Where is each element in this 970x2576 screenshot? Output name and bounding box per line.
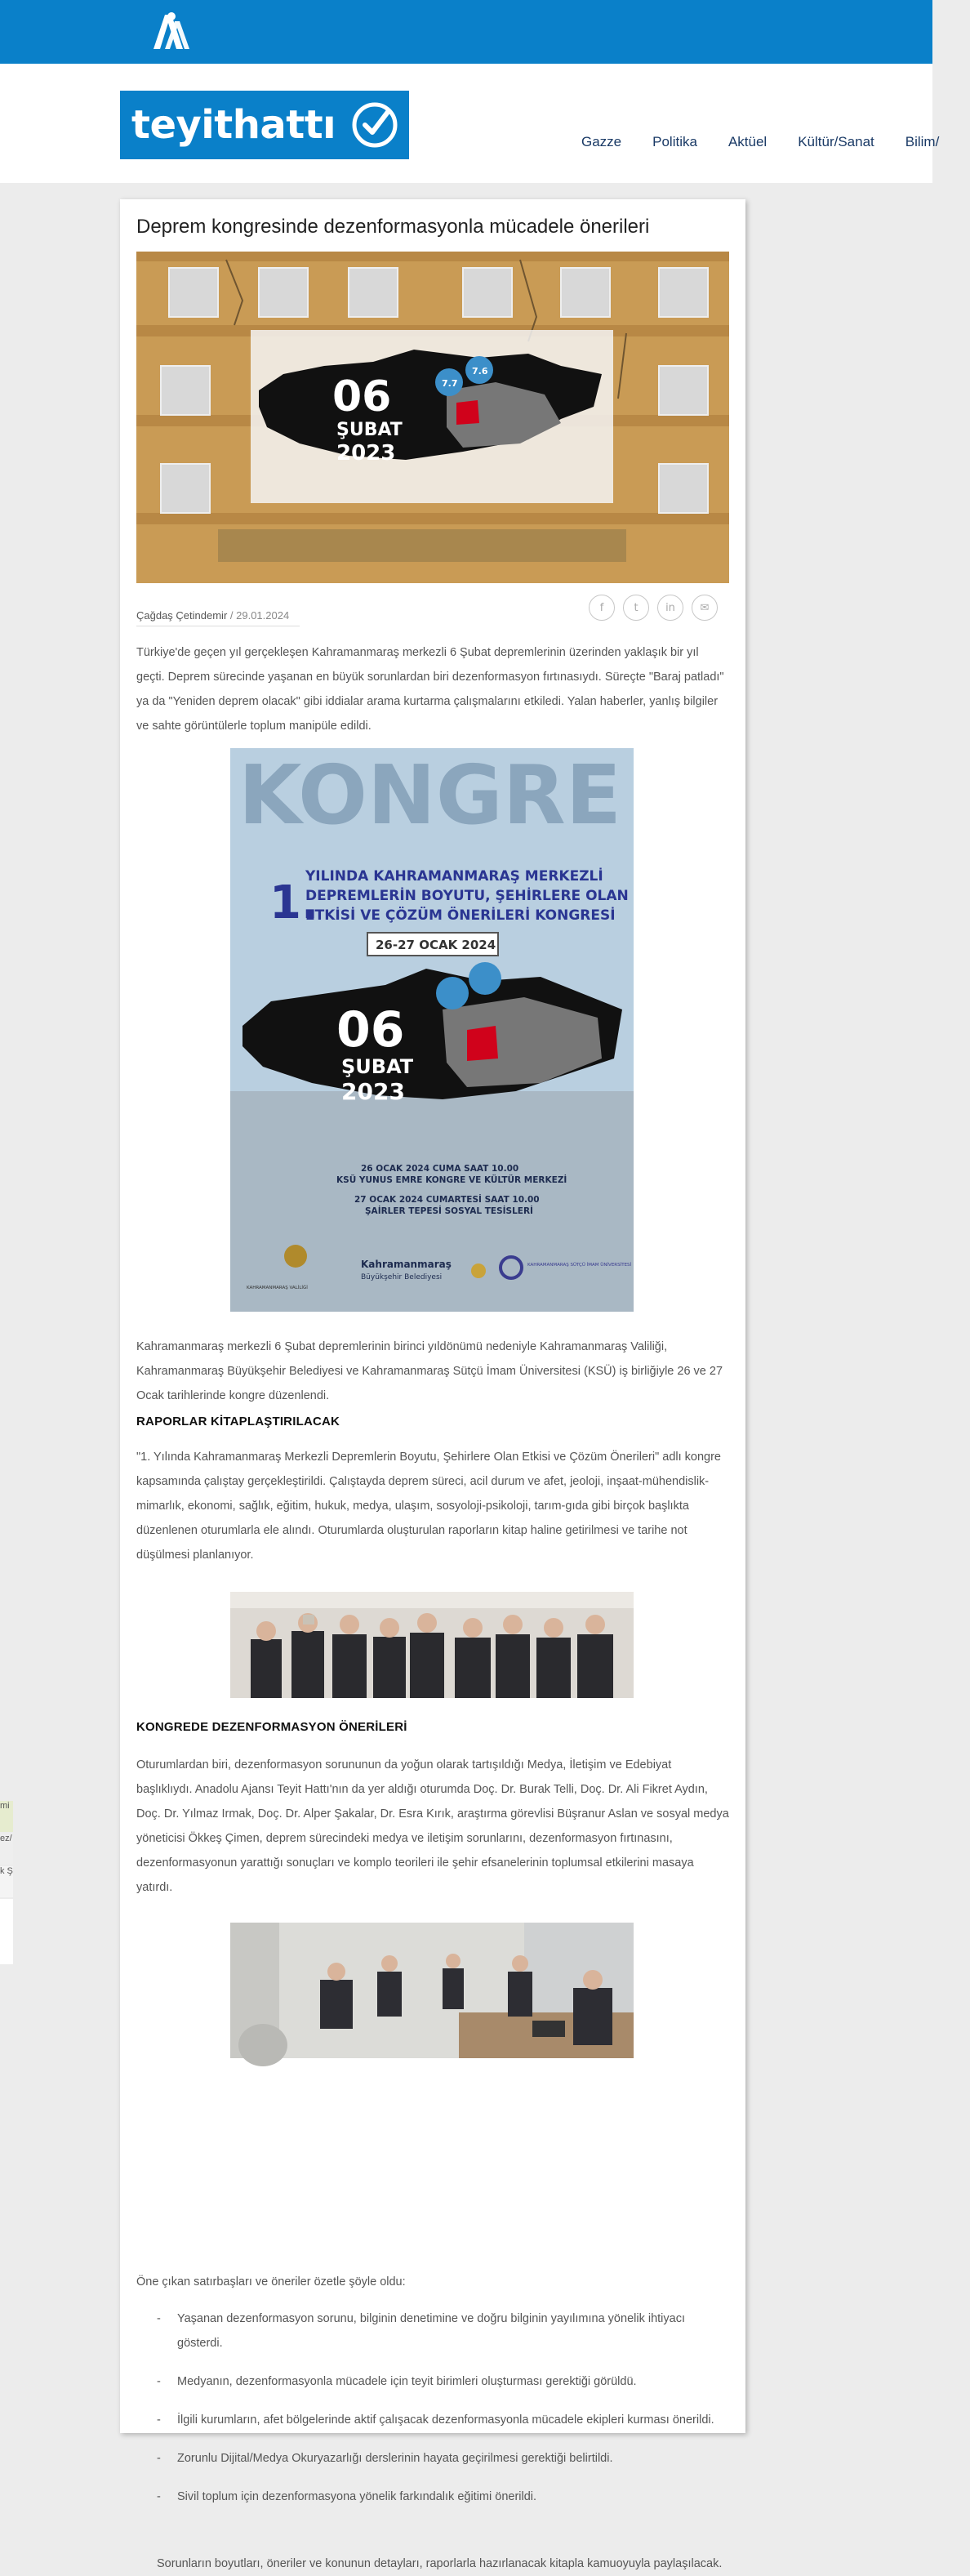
side-item[interactable]: k Ş <box>0 1866 13 1897</box>
paragraph-congress: Kahramanmaraş merkezli 6 Şubat depremlerinin birinci yıldönümü nedeniyle Kahramanmaraş Valiliği, Kahramanmaraş Büyükşehir Belediyesi ve Kahramanmaraş Sütçü İmam Üniversitesi (KSÜ) iş birliğiyle 26 ve 27 Ocak tarihlerinde kongre düzenlendi. <box>136 1340 723 1402</box>
recommendations-list <box>136 2306 729 2523</box>
article-card <box>120 199 745 2570</box>
nav-item-bilim[interactable]: Bilim/ <box>905 134 940 149</box>
poster-event-2b: ŞAİRLER TEPESİ SOSYAL TESİSLERİ <box>365 1206 533 1216</box>
list-item: - İlgili kurumların, afet bölgelerinde aktif çalışacak dezenformasyonla mücadele ekipleri kurması önerildi. <box>136 2408 729 2432</box>
nav-item-aktuel[interactable]: Aktüel <box>728 134 768 149</box>
poster-logo-2b: Büyükşehir Belediyesi <box>361 1273 443 1281</box>
hero-date-month: ŞUBAT <box>336 420 403 440</box>
top-bar <box>0 0 932 64</box>
linkedin-icon[interactable]: in <box>657 595 683 621</box>
section-heading-reports: RAPORLAR KİTAPLAŞTIRILACAK <box>136 1415 340 1428</box>
session-photo-illustration <box>230 1923 634 2058</box>
poster-event-2a: 27 OCAK 2024 CUMARTESİ SAAT 10.00 <box>354 1195 540 1205</box>
brand-name: teyithattı <box>131 102 336 148</box>
poster-date-big: 06 <box>336 1001 405 1058</box>
share-buttons <box>589 595 718 621</box>
list-item: - Medyanın, dezenformasyonla mücadele için teyit birimleri oluşturması gerektiği görüldü. <box>136 2369 729 2394</box>
poster-line-1: YILINDA KAHRAMANMARAŞ MERKEZLİ <box>305 868 603 885</box>
publish-date: / 29.01.2024 <box>227 609 290 622</box>
poster-line-2: DEPREMLERİN BOYUTU, ŞEHİRLERE OLAN <box>305 888 629 904</box>
poster-number: 1. <box>269 876 319 929</box>
poster-date-month: ŞUBAT <box>341 1055 414 1078</box>
side-item[interactable]: ez/ <box>0 1834 13 1865</box>
group-photo <box>230 1592 634 1698</box>
poster-event-1a: 26 OCAK 2024 CUMA SAAT 10.00 <box>361 1164 519 1174</box>
paragraph-workshop: "1. Yılında Kahramanmaraş Merkezli Depremlerin Boyutu, Şehirlere Olan Etkisi ve Çözüm Önerileri" adlı kongre kapsamında çalıştay gerçekleştirildi. Çalıştayda deprem süreci, acil durum ve afet, jeoloji, inşaat-mühendislik-mimarlık, ekonomi, sağlık, eğitim, hukuk, medya, ulaşım, sosyoloji-psikoloji, tarım-gıda gibi birçok başlıkta düzenlenen oturumlarla ele alındı. Oturumlarda oluşturulan raporların kitap haline getirilmesi ve tarihe not düşülmesi planlanıyor. <box>136 1451 721 1562</box>
poster-logo-3: KAHRAMANMARAŞ SÜTÇÜ İMAM ÜNİVERSİTESİ <box>527 1263 632 1268</box>
hero-pin-1: 7.7 <box>442 378 458 389</box>
paragraph-session: Oturumlardan biri, dezenformasyon sorununun da yoğun olarak tartışıldığı Medya, İletişim ve Edebiyat başlıklıydı. Anadolu Ajansı Teyit Hattı'nın da yer aldığı oturumda Doç. Dr. Burak Telli, Doç. Dr. Ali Fikret Aydın, Doç. Dr. Yılmaz Irmak, Doç. Dr. Alper Şakalar, Dr. Esra Kırık, araştırma görevlisi Büşranur Aslan ve sosyal medya yöneticisi Ökkeş Çimen, deprem sürecindeki medya ve iletişim sorunlarını, dezenformasyon fırtınasını, dezenformasyonun yarattığı sonuçları ve komplo teorileri ile şehir efsanelerinin toplumsal etkilerini masaya yatırdı. <box>136 1758 729 1894</box>
twitter-icon[interactable]: t <box>623 595 649 621</box>
poster-logo-2a: Kahramanmaraş <box>361 1259 452 1270</box>
hero-pin-2: 7.6 <box>472 366 488 377</box>
brand-logo[interactable] <box>120 91 409 159</box>
nav-item-kultur-sanat[interactable]: Kültür/Sanat <box>798 134 874 149</box>
paragraph-summary: Öne çıkan satırbaşları ve öneriler özetle şöyle oldu: <box>136 2275 406 2289</box>
mail-icon[interactable]: ✉ <box>692 595 718 621</box>
congress-poster <box>230 748 634 1312</box>
hero-illustration <box>136 252 729 583</box>
aa-logo[interactable] <box>147 7 196 56</box>
section-heading-disinfo: KONGREDE DEZENFORMASYON ÖNERİLERİ <box>136 1720 407 1734</box>
side-item[interactable]: mi <box>0 1801 13 1832</box>
poster-kongre: KONGRE <box>238 747 622 843</box>
facebook-icon[interactable]: f <box>589 595 615 621</box>
author-name[interactable]: Çağdaş Çetindemir <box>136 609 228 622</box>
check-circle-icon <box>350 100 399 149</box>
hero-image <box>136 252 729 583</box>
main-nav <box>581 134 970 150</box>
list-item: - Zorunlu Dijital/Medya Okuryazarlığı derslerinin hayata geçirilmesi gerektiği belirtildi. <box>136 2446 729 2471</box>
poster-logo-1: KAHRAMANMARAŞ VALİLİĞİ <box>247 1286 308 1290</box>
paragraph-closing: Sorunların boyutları, öneriler ve konunun detayları, raporlarla hazırlanacak kitapla kamuoyuyla paylaşılacak. <box>157 2557 723 2570</box>
list-item: - Yaşanan dezenformasyon sorunu, bilginin denetimine ve doğru bilginin yayılımına yönelik ihtiyacı gösterdi. <box>136 2306 729 2355</box>
side-item-blank <box>0 1899 13 1964</box>
poster-dates: 26-27 OCAK 2024 <box>376 938 496 952</box>
paragraph-intro: Türkiye'de geçen yıl gerçekleşen Kahramanmaraş merkezli 6 Şubat depremlerinin üzerinden yaklaşık bir yıl geçti. Deprem sürecinde yaşanan en büyük sorunlardan biri dezenformasyon fırtınasıydı. Süreçte "Baraj patladı" ya da "Yeniden deprem olacak" gibi iddialar arama kurtarma çalışmalarını etkiledi. Yalan haberler, yanlış bilgiler ve sahte görüntülerle toplum manipüle edildi. <box>136 646 724 733</box>
nav-item-politika[interactable]: Politika <box>652 134 697 149</box>
poster-illustration <box>230 748 634 1312</box>
poster-date-year: 2023 <box>341 1078 405 1105</box>
group-photo-illustration <box>230 1592 634 1698</box>
session-photo <box>230 1923 634 2058</box>
hero-date-big: 06 <box>332 372 392 421</box>
side-widget <box>0 1801 13 1964</box>
list-item: - Sivil toplum için dezenformasyona yönelik farkındalık eğitimi önerildi. <box>136 2485 729 2509</box>
nav-item-gazze[interactable]: Gazze <box>581 134 622 149</box>
hero-date-year: 2023 <box>336 441 396 466</box>
poster-event-1b: KSÜ YUNUS EMRE KONGRE VE KÜLTÜR MERKEZİ <box>336 1175 567 1185</box>
article-title: Deprem kongresinde dezenformasyonla mücadele önerileri <box>136 216 650 238</box>
article-meta <box>136 609 289 622</box>
poster-line-3: ETKİSİ VE ÇÖZÜM ÖNERİLERİ KONGRESİ <box>305 907 616 924</box>
